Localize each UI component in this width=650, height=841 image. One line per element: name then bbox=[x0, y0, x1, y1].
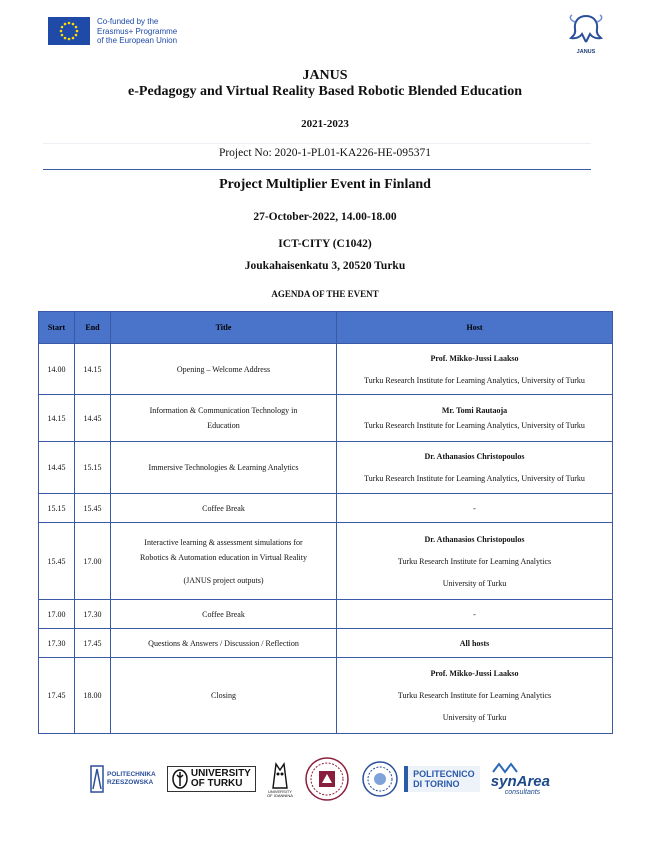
janus-faces-icon bbox=[566, 12, 606, 46]
host-affiliation: Turku Research Institute for Learning Analytics bbox=[397, 691, 552, 700]
event-venue: ICT-CITY (C1042) bbox=[278, 238, 372, 250]
title-line: Coffee Break bbox=[202, 503, 245, 513]
host-placeholder: - bbox=[473, 609, 476, 619]
start-time: 15.15 bbox=[39, 494, 75, 523]
eu-text-line3: of the European Union bbox=[97, 36, 178, 45]
torino-logo bbox=[404, 766, 480, 792]
col-header-title: Title bbox=[111, 312, 337, 344]
host-affiliation: Turku Research Institute for Learning Analytics, University of Turku bbox=[364, 421, 585, 430]
agenda-heading: AGENDA OF THE EVENT bbox=[271, 289, 379, 299]
session-title bbox=[111, 344, 337, 395]
col-header-start: Start bbox=[39, 312, 75, 344]
col-header-host: Host bbox=[337, 312, 613, 344]
ioannina-owl-icon bbox=[269, 760, 291, 790]
session-title bbox=[111, 523, 337, 600]
ioannina-line1: UNIVERSITY bbox=[267, 788, 292, 794]
partner-logos bbox=[90, 752, 550, 806]
session-title bbox=[111, 658, 337, 734]
turku-line2: OF TURKU bbox=[190, 778, 243, 789]
turku-line1: UNIVERSITY bbox=[190, 768, 251, 779]
synarea-logo bbox=[491, 762, 550, 797]
agenda-table bbox=[38, 311, 613, 734]
host-name: Mr. Tomi Rautaoja bbox=[441, 406, 508, 415]
end-time: 14.45 bbox=[75, 395, 111, 442]
rzeszow-logo bbox=[90, 765, 156, 793]
session-host bbox=[337, 395, 613, 442]
host-affiliation: University of Turku bbox=[442, 713, 507, 722]
start-time: 14.00 bbox=[39, 344, 75, 395]
end-time: 15.15 bbox=[75, 442, 111, 494]
rzeszow-line1: POLITECHNIKA bbox=[107, 771, 156, 778]
start-time: 14.15 bbox=[39, 395, 75, 442]
table-row bbox=[39, 494, 613, 523]
project-years: 2021-2023 bbox=[301, 118, 349, 130]
col-header-end: End bbox=[75, 312, 111, 344]
session-title bbox=[111, 600, 337, 629]
title-line: (JANUS project outputs) bbox=[183, 575, 264, 585]
university-seal-logo bbox=[304, 756, 350, 802]
torino-line2: DI TORINO bbox=[413, 779, 460, 789]
title-line: Questions & Answers / Discussion / Reflection bbox=[148, 638, 299, 648]
session-host bbox=[337, 600, 613, 629]
start-time: 17.45 bbox=[39, 658, 75, 734]
title-line: Closing bbox=[211, 691, 236, 700]
title-line: Coffee Break bbox=[202, 609, 245, 619]
end-time: 18.00 bbox=[75, 658, 111, 734]
table-row bbox=[39, 442, 613, 494]
table-row bbox=[39, 629, 613, 658]
session-host bbox=[337, 494, 613, 523]
host-placeholder: - bbox=[473, 503, 476, 513]
session-title bbox=[111, 395, 337, 442]
host-name: Prof. Mikko-Jussi Laakso bbox=[430, 353, 519, 363]
host-affiliation: Turku Research Institute for Learning Analytics bbox=[397, 556, 552, 566]
synarea-mark-icon bbox=[491, 762, 521, 774]
rzeszow-line2: RZESZOWSKA bbox=[107, 779, 154, 786]
session-host bbox=[337, 442, 613, 494]
event-date: 27-October-2022, 14.00-18.00 bbox=[253, 211, 397, 223]
host-affiliation: University of Turku bbox=[442, 578, 507, 588]
university-seal-blue-icon bbox=[361, 760, 399, 798]
session-host bbox=[337, 523, 613, 600]
start-time: 14.45 bbox=[39, 442, 75, 494]
end-time: 17.30 bbox=[75, 600, 111, 629]
eu-text-line1: Co-funded by the bbox=[97, 17, 159, 26]
university-seal-icon bbox=[304, 756, 350, 802]
event-title: Project Multiplier Event in Finland bbox=[219, 177, 431, 192]
end-time: 17.45 bbox=[75, 629, 111, 658]
title-line: Opening – Welcome Address bbox=[176, 364, 271, 374]
project-acronym: JANUS bbox=[302, 68, 348, 83]
session-host bbox=[337, 344, 613, 395]
seal-and-torino-logos bbox=[361, 760, 480, 798]
table-row bbox=[39, 344, 613, 395]
table-row bbox=[39, 600, 613, 629]
ioannina-line2: OF IOANNINA bbox=[266, 793, 293, 798]
start-time: 15.45 bbox=[39, 523, 75, 600]
synarea-sub: consultants bbox=[504, 788, 541, 796]
turku-torch-icon bbox=[172, 769, 188, 789]
host-name: All hosts bbox=[459, 638, 490, 648]
start-time: 17.30 bbox=[39, 629, 75, 658]
project-subtitle: e-Pedagogy and Virtual Reality Based Robotic Blended Education bbox=[128, 84, 522, 99]
event-address: Joukahaisenkatu 3, 20520 Turku bbox=[244, 260, 406, 272]
host-name: Dr. Athanasios Christopoulos bbox=[424, 534, 525, 544]
project-number: Project No: 2020-1-PL01-KA226-HE-095371 bbox=[218, 147, 432, 159]
host-name: Dr. Athanasios Christopoulos bbox=[424, 452, 525, 461]
title-line: Robotics & Automation education in Virtual Reality bbox=[140, 552, 307, 562]
start-time: 17.00 bbox=[39, 600, 75, 629]
synarea-name: synArea bbox=[490, 772, 550, 790]
title-line: Interactive learning & assessment simulations for bbox=[144, 537, 303, 547]
title-line: Immersive Technologies & Learning Analytics bbox=[148, 463, 299, 472]
rzeszow-emblem-icon bbox=[90, 765, 104, 793]
agenda-header-row bbox=[39, 312, 613, 344]
janus-logo bbox=[562, 12, 610, 55]
ioannina-logo bbox=[267, 760, 293, 799]
session-title bbox=[111, 629, 337, 658]
session-title bbox=[111, 494, 337, 523]
host-affiliation: Turku Research Institute for Learning Analytics, University of Turku bbox=[364, 474, 585, 483]
title-line: Education bbox=[207, 421, 240, 430]
janus-logo-label: JANUS bbox=[576, 49, 596, 55]
table-row bbox=[39, 658, 613, 734]
header-divider bbox=[43, 169, 591, 170]
table-row bbox=[39, 395, 613, 442]
turku-logo bbox=[167, 766, 256, 792]
eu-flag-icon bbox=[48, 17, 90, 45]
host-name: Prof. Mikko-Jussi Laakso bbox=[430, 669, 519, 678]
end-time: 15.45 bbox=[75, 494, 111, 523]
session-title bbox=[111, 442, 337, 494]
end-time: 17.00 bbox=[75, 523, 111, 600]
session-host bbox=[337, 658, 613, 734]
eu-text-line2: Erasmus+ Programme bbox=[97, 26, 178, 36]
faint-divider bbox=[43, 143, 591, 144]
end-time: 14.15 bbox=[75, 344, 111, 395]
host-affiliation: Turku Research Institute for Learning Analytics, University of Turku bbox=[364, 375, 585, 385]
eu-cofunded-logo bbox=[48, 17, 177, 46]
torino-line1: POLITECNICO bbox=[413, 769, 475, 779]
table-row bbox=[39, 523, 613, 600]
session-host bbox=[337, 629, 613, 658]
title-line: Information & Communication Technology in bbox=[149, 406, 298, 415]
